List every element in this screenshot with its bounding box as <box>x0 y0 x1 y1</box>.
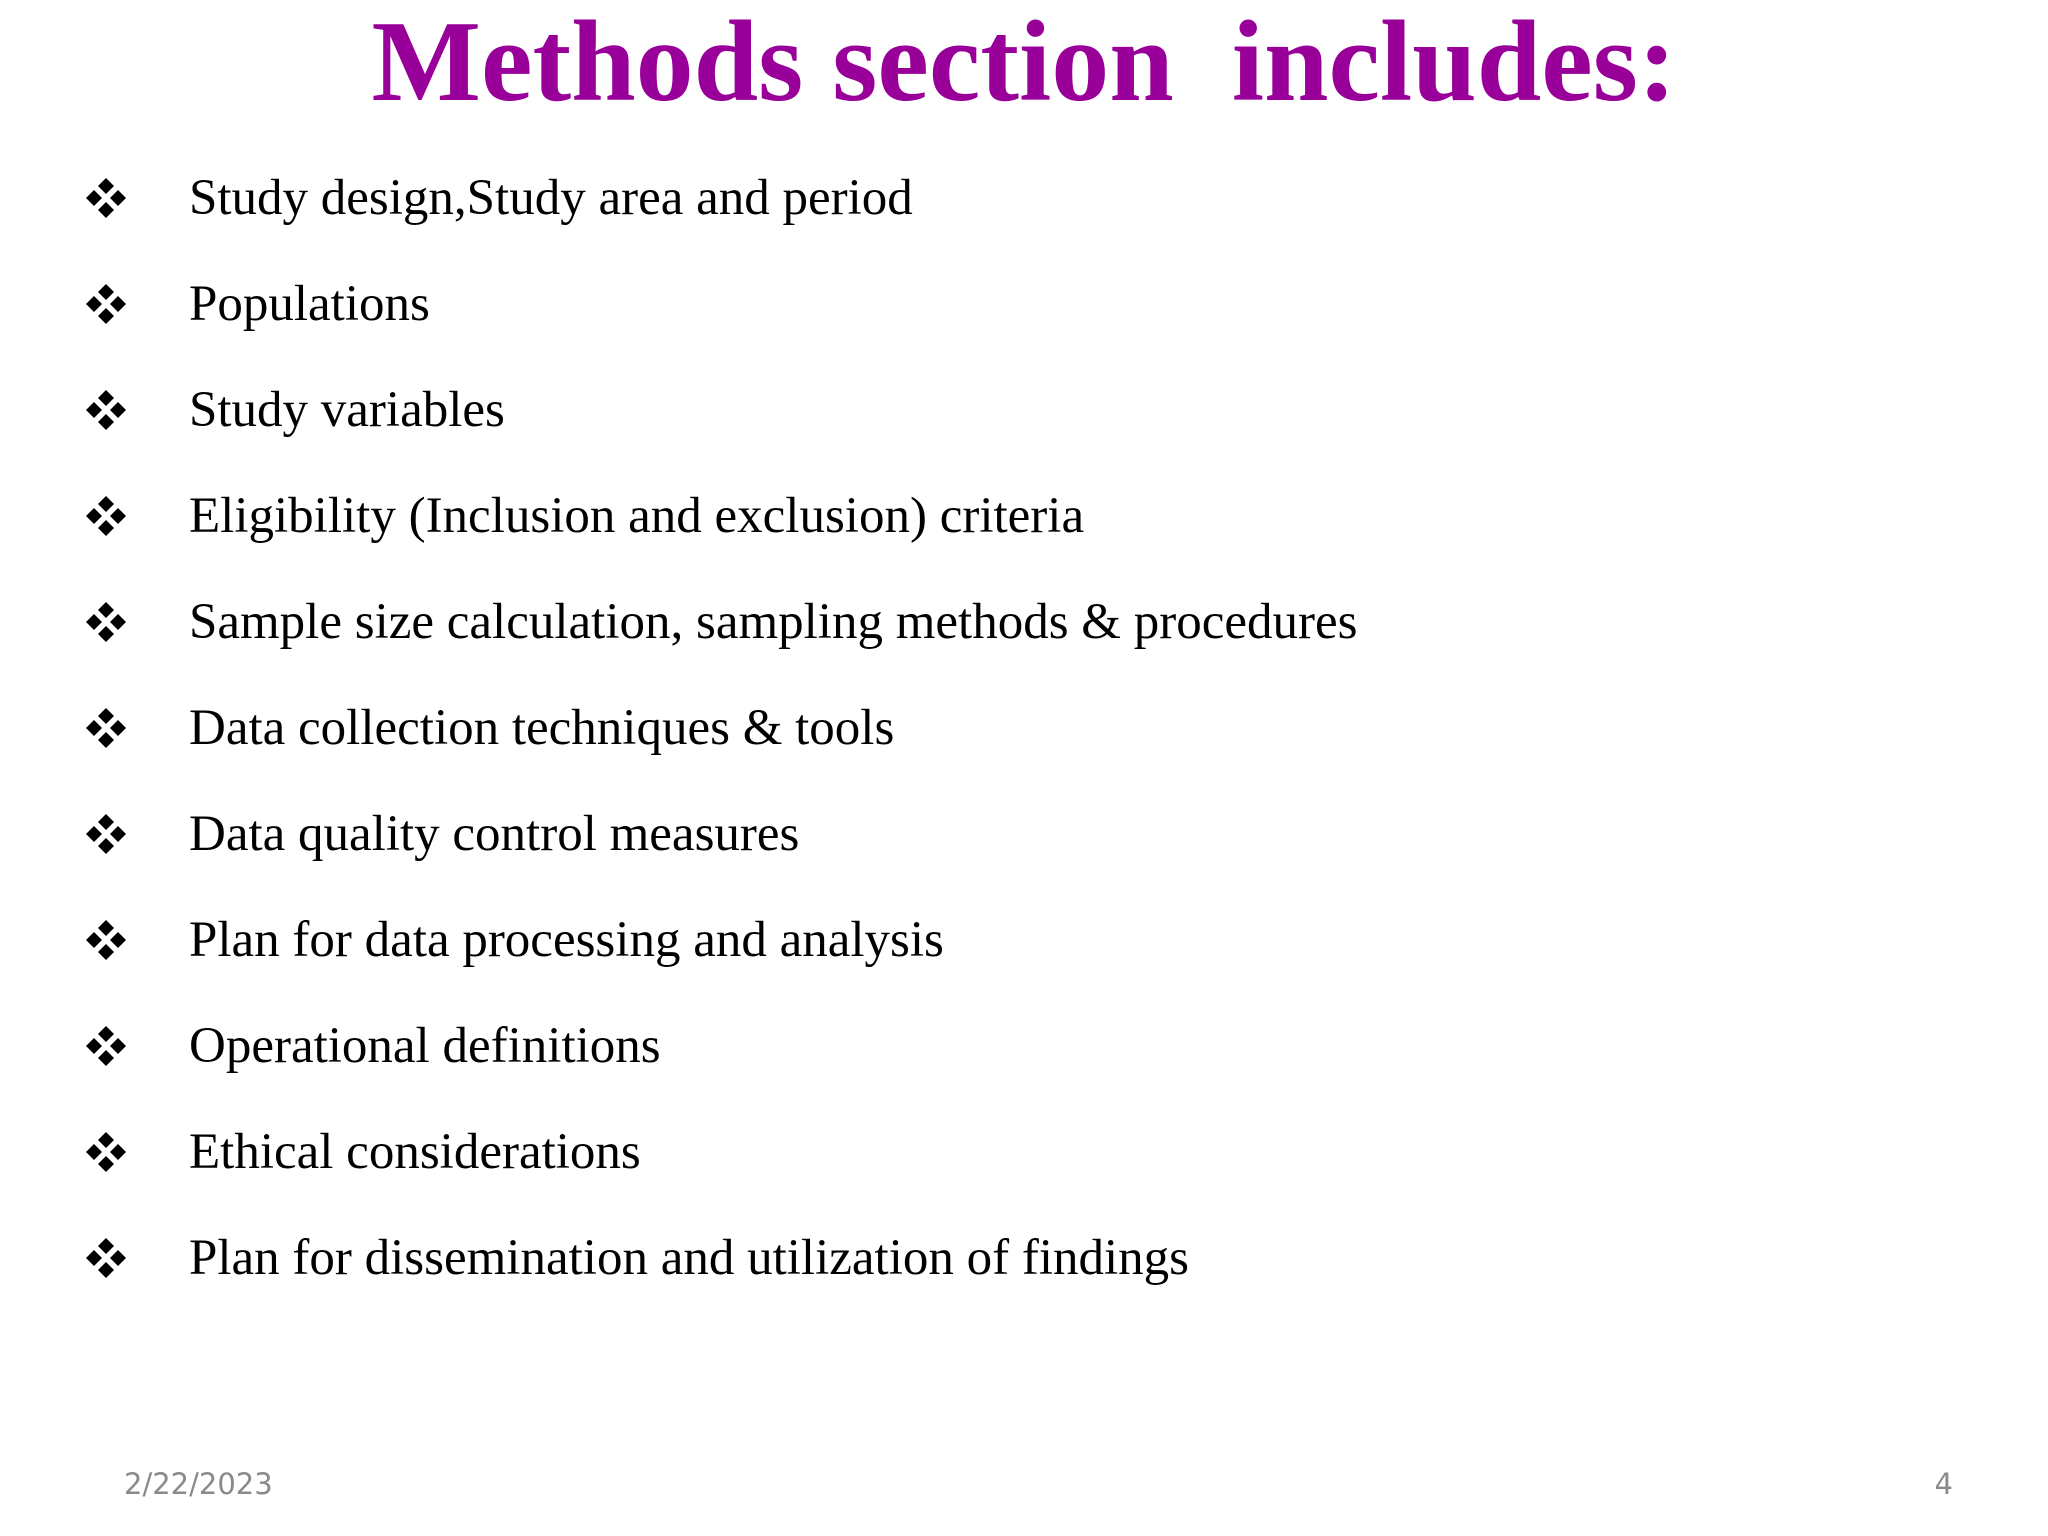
list-item <box>0 1124 2048 1210</box>
list-item <box>0 382 2048 468</box>
page-number: 4 <box>1934 1467 1953 1501</box>
list-item-text: Eligibility (Inclusion and exclusion) criteria <box>189 488 1085 544</box>
four-diamond-bullet-icon <box>84 1024 128 1068</box>
list-item-text: Data collection techniques & tools <box>189 700 895 756</box>
four-diamond-bullet-icon <box>84 282 128 326</box>
four-diamond-bullet-icon <box>84 1236 128 1280</box>
list-item-text: Plan for data processing and analysis <box>189 912 944 968</box>
list-item <box>0 488 2048 574</box>
footer-date: 2/22/2023 <box>124 1467 273 1501</box>
list-item <box>0 700 2048 786</box>
list-item-text: Data quality control measures <box>189 806 800 862</box>
list-item-text: Operational definitions <box>189 1018 661 1074</box>
list-item-text: Study design,Study area and period <box>189 170 913 226</box>
four-diamond-bullet-icon <box>84 494 128 538</box>
list-item-text: Plan for dissemination and utilization of findings <box>189 1230 1190 1286</box>
list-item <box>0 170 2048 256</box>
four-diamond-bullet-icon <box>84 812 128 856</box>
list-item <box>0 912 2048 998</box>
list-item <box>0 806 2048 892</box>
list-item-text: Populations <box>189 276 430 332</box>
list-item <box>0 1018 2048 1104</box>
four-diamond-bullet-icon <box>84 706 128 750</box>
list-item-text: Sample size calculation, sampling methods & procedures <box>189 594 1358 650</box>
four-diamond-bullet-icon <box>84 176 128 220</box>
list-item <box>0 1230 2048 1316</box>
list-item-text: Study variables <box>189 382 505 438</box>
four-diamond-bullet-icon <box>84 1130 128 1174</box>
list-item-text: Ethical considerations <box>189 1124 641 1180</box>
four-diamond-bullet-icon <box>84 388 128 432</box>
four-diamond-bullet-icon <box>84 918 128 962</box>
four-diamond-bullet-icon <box>84 600 128 644</box>
slide-title: Methods section includes: <box>371 0 1677 126</box>
list-item <box>0 594 2048 680</box>
list-item <box>0 276 2048 362</box>
